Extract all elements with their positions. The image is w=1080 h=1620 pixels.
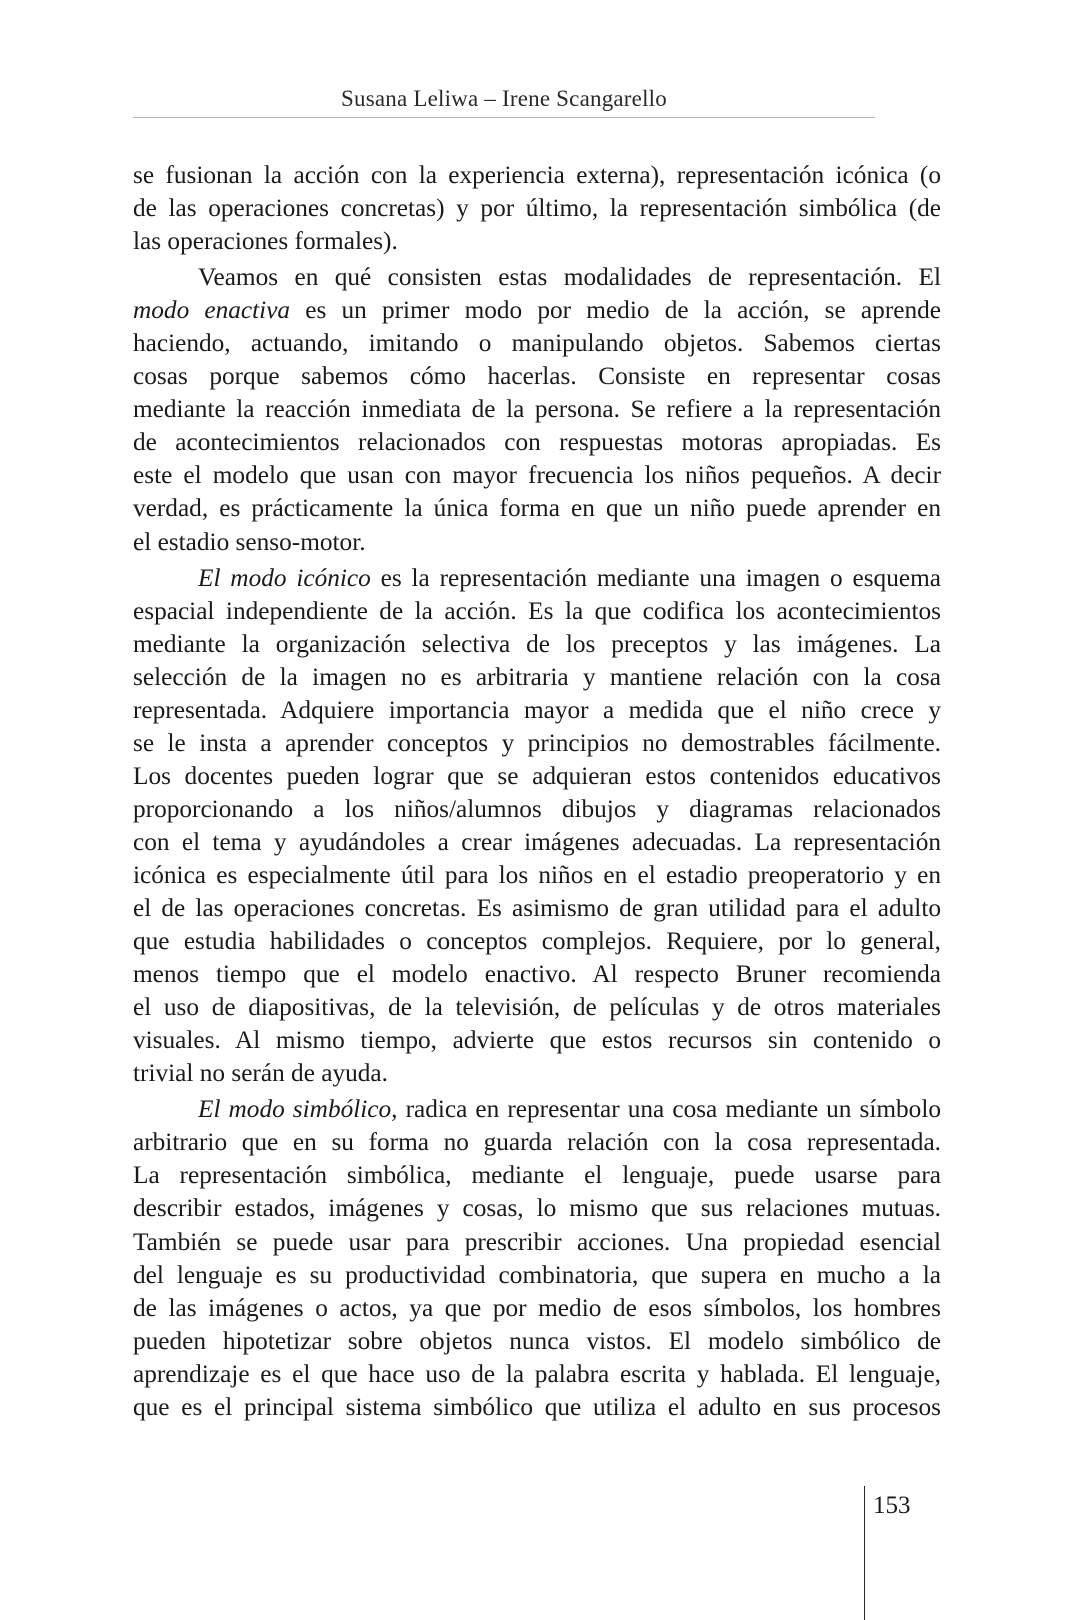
running-head: Susana Leliwa – Irene Scangarello: [341, 86, 667, 111]
text-line: [133, 727, 941, 760]
text-line: [133, 1358, 941, 1391]
folio-rule: [864, 1486, 865, 1620]
text-run: las operaciones formales).: [133, 227, 398, 256]
text-line: [133, 628, 941, 661]
text-run: pueden hipotetizar sobre objetos nunca vistos. El modelo simbólico de: [133, 1326, 941, 1355]
text-run: mediante la reacción inmediata de la persona. Se refiere a la representación: [133, 395, 941, 424]
text-run: arbitrario que en su forma no guarda relación con la cosa representada.: [133, 1128, 941, 1157]
text-run: haciendo, actuando, imitando o manipulando objetos. Sabemos ciertas: [133, 329, 941, 358]
text-line: [133, 327, 941, 360]
paragraph: [133, 261, 941, 558]
text-line: [133, 192, 941, 225]
text-line: [133, 1192, 941, 1225]
text-run: Los docentes pueden lograr que se adquieran estos contenidos educativos: [133, 761, 941, 790]
italic-term: El modo icónico: [198, 563, 371, 592]
text-line: [133, 991, 941, 1024]
text-run: También se puede usar para prescribir acciones. Una propiedad esencial: [133, 1227, 941, 1256]
text-line: [133, 1226, 941, 1259]
text-line: [133, 294, 941, 327]
text-line: [133, 1159, 941, 1192]
text-line: [133, 793, 941, 826]
text-run: aprendizaje es el que hace uso de la palabra escrita y hablada. El lenguaje,: [133, 1359, 941, 1388]
text-run: espacial independiente de la acción. Es la que codifica los acontecimientos: [133, 596, 941, 625]
text-line: [133, 892, 941, 925]
text-run: de acontecimientos relacionados con respuestas motoras apropiadas. Es: [133, 428, 941, 457]
text-run: de las operaciones concretas) y por último, la representación simbólica (de: [133, 194, 941, 223]
text-line: [133, 595, 941, 628]
text-run: mediante la organización selectiva de los preceptos y las imágenes. La: [133, 629, 941, 658]
paragraph: [133, 159, 941, 258]
text-line: [133, 826, 941, 859]
text-line: [133, 159, 941, 192]
text-run: visuales. Al mismo tiempo, advierte que estos recursos sin contenido o: [133, 1026, 941, 1055]
text-line: [133, 562, 941, 595]
text-line: [133, 1391, 941, 1424]
text-run: que estudia habilidades o conceptos complejos. Requiere, por lo general,: [133, 927, 941, 956]
header-rule: [133, 117, 875, 118]
text-line: [133, 492, 941, 525]
text-line: [133, 958, 941, 991]
text-run: es la representación mediante una imagen o esquema: [370, 563, 941, 592]
text-line: [133, 925, 941, 958]
text-run: radica en representar una cosa mediante un símbolo: [397, 1095, 941, 1124]
text-line: [133, 694, 941, 727]
text-line: [133, 1292, 941, 1325]
text-line: [133, 1259, 941, 1292]
text-run: icónica es especialmente útil para los niños en el estadio preoperatorio y en: [133, 860, 941, 889]
text-run: se le insta a aprender conceptos y principios no demostrables fácilmente.: [133, 728, 941, 757]
text-run: cosas porque sabemos cómo hacerlas. Consiste en representar cosas: [133, 362, 941, 391]
text-run: Veamos en qué consisten estas modalidades de representación. El: [198, 263, 941, 292]
text-line: [133, 859, 941, 892]
text-line: [133, 1024, 941, 1057]
text-run: representada. Adquiere importancia mayor a medida que el niño crece y: [133, 695, 941, 724]
text-line: [133, 661, 941, 694]
text-run: trivial no serán de ayuda.: [133, 1059, 388, 1088]
text-run: que es el principal sistema simbólico que utiliza el adulto en sus procesos: [133, 1392, 941, 1421]
text-run: menos tiempo que el modelo enactivo. Al respecto Bruner recomienda: [133, 960, 941, 989]
text-run: selección de la imagen no es arbitraria y mantiene relación con la cosa: [133, 662, 941, 691]
text-run: de las imágenes o actos, ya que por medio de esos símbolos, los hombres: [133, 1293, 941, 1322]
text-line: [133, 1126, 941, 1159]
text-run: describir estados, imágenes y cosas, lo mismo que sus relaciones mutuas.: [133, 1194, 941, 1223]
text-line: [133, 225, 941, 258]
text-run: el uso de diapositivas, de la televisión, de películas y de otros materiales: [133, 993, 941, 1022]
text-run: verdad, es prácticamente la única forma en que un niño puede aprender en: [133, 494, 941, 523]
italic-term: El modo simbólico,: [198, 1095, 398, 1124]
text-line: [133, 1093, 941, 1126]
text-run: proporcionando a los niños/alumnos dibujos y diagramas relacionados: [133, 794, 941, 823]
text-line: [133, 426, 941, 459]
paragraph: [133, 1093, 941, 1423]
text-line: [133, 261, 941, 294]
text-run: este el modelo que usan con mayor frecuencia los niños pequeños. A decir: [133, 461, 941, 490]
text-run: es un primer modo por medio de la acción, se aprende: [290, 296, 941, 325]
text-line: [133, 360, 941, 393]
text-run: el de las operaciones concretas. Es asimismo de gran utilidad para el adulto: [133, 894, 941, 923]
text-line: [133, 760, 941, 793]
paragraph: [133, 562, 941, 1091]
text-line: [133, 393, 941, 426]
text-run: del lenguaje es su productividad combinatoria, que supera en mucho a la: [133, 1260, 941, 1289]
text-line: [133, 526, 941, 559]
text-run: La representación simbólica, mediante el lenguaje, puede usarse para: [133, 1161, 941, 1190]
text-line: [133, 1325, 941, 1358]
text-run: se fusionan la acción con la experiencia externa), representación icónica (o: [133, 161, 941, 189]
italic-term: modo enactiva: [133, 296, 291, 325]
text-line: [133, 459, 941, 492]
text-run: con el tema y ayudándoles a crear imágenes adecuadas. La representación: [133, 827, 941, 856]
text-line: [133, 1057, 941, 1090]
body-text: [133, 159, 941, 1424]
page-number: 153: [873, 1492, 911, 1519]
text-run: el estadio senso-motor.: [133, 527, 366, 556]
